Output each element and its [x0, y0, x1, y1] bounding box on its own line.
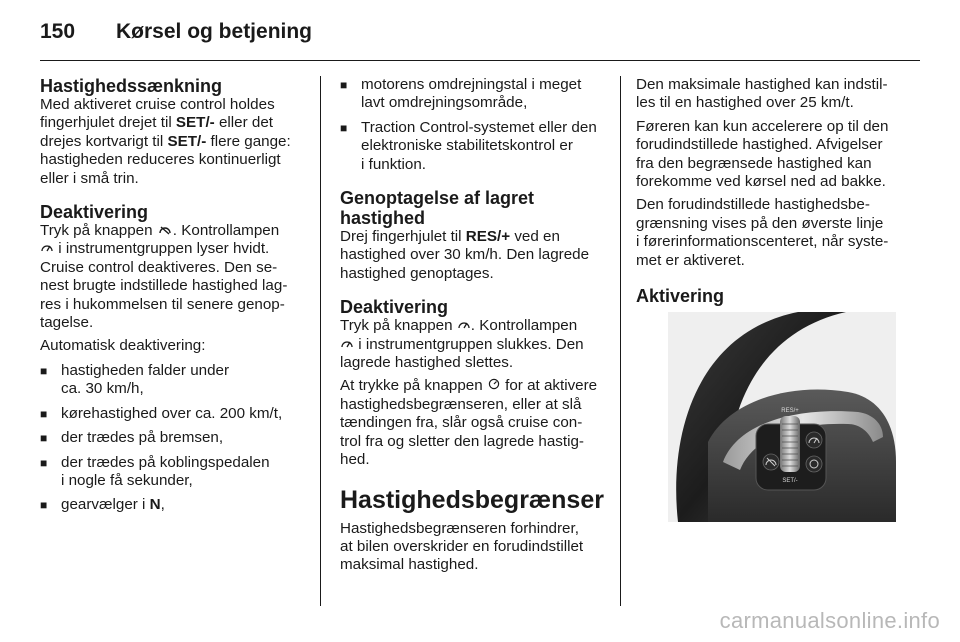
heading-hastighedssaenkning: Hastighedssænkning	[40, 76, 223, 96]
column-1	[40, 76, 306, 515]
list-item: ■ gearvælger i N,	[40, 496, 306, 514]
column-3	[636, 76, 902, 306]
header-rule	[40, 60, 920, 61]
page-header	[40, 14, 920, 62]
auto-deactivation-list	[40, 362, 306, 515]
paragraph-display: Den forudindstillede hastighedsbe- grænsning vises på den øverste linje i førerinformationscenteret, når syste- met er aktiveret.	[636, 196, 889, 269]
res-label: RES/+	[781, 408, 799, 414]
paragraph-accelerate: Føreren kan kun accelerere op til den forudindstillede hastighed. Afvigelser fra den begrænsede hastighed kan forekomme ved kørsel ned ad bakke.	[636, 117, 889, 191]
list-item: ■ der trædes på koblingspedalen i nogle få sekunder,	[40, 454, 306, 491]
paragraph-limiter-note: At trykke på knappen for at aktivere hastighedsbegrænseren, eller at slå tændingen fra, slår også cruise con- trol fra og sletter den lagrede hastig- hed.	[340, 377, 598, 469]
paragraph-genoptagelse: Drej fingerhjulet til RES/+ ved en hastighed over 30 km/h. Den lagrede hastighed genoptages.	[340, 228, 590, 282]
list-item: ■ motorens omdrejningstal i meget lavt omdrejningsområde,	[340, 76, 606, 113]
column-2	[340, 76, 606, 575]
heading-genoptagelse: Genoptagelse af lagret hastighed	[340, 188, 535, 229]
auto-deactivation-list-continued	[340, 76, 606, 174]
speed-limiter-icon	[487, 378, 501, 393]
watermark: carmanualsonline.info	[719, 608, 940, 633]
paragraph-deaktivering-2: Tryk på knappen . Kontrollampen i instrumentgruppen slukkes. Den lagrede hastighed slettes.	[340, 317, 584, 372]
chapter-title: Kørsel og betjening	[116, 20, 313, 43]
heading-hastighedsbegraenser: Hastighedsbegrænser	[340, 485, 604, 514]
page-number: 150	[40, 20, 76, 43]
steering-wheel-photo	[668, 312, 896, 522]
paragraph-deaktivering: Tryk på knappen . Kontrollampen i instrumentgruppen lyser hvidt. Cruise control deaktiveres. Den se- nest brugte indstillede hastighed lag- res i hukommelsen til senere genop- tagelse.	[40, 222, 288, 332]
paragraph-limiter-desc: Hastighedsbegrænseren forhindrer, at bilen overskrider en forudindstillet maksimal hastighed.	[340, 519, 584, 574]
set-label: SET/-	[782, 478, 798, 484]
cancel-button-icon	[157, 223, 173, 238]
column-divider-2	[620, 76, 621, 606]
heading-deaktivering: Deaktivering	[40, 202, 149, 223]
list-item: ■ Traction Control-systemet eller den elektroniske stabilitetskontrol er i funktion.	[340, 119, 606, 174]
paragraph-saenkning: Med aktiveret cruise control holdes fingerhjulet drejet til SET/- eller det drejes kortvarigt til SET/- flere gange: hastigheden reduceres kontinuerligt eller i små trin.	[40, 96, 291, 187]
paragraph-max-speed: Den maksimale hastighed kan indstil- les til en hastighed over 25 km/t.	[636, 76, 888, 112]
list-item: ■ der trædes på bremsen,	[40, 429, 306, 447]
column-divider-1	[320, 76, 321, 606]
cruise-control-icon	[340, 337, 354, 352]
paragraph-auto-deaktivering: Automatisk deaktivering:	[40, 337, 206, 355]
heading-deaktivering-2: Deaktivering	[340, 297, 449, 318]
list-item: ■ kørehastighed over ca. 200 km/t,	[40, 405, 306, 423]
heading-aktivering: Aktivering	[636, 286, 725, 307]
cruise-control-icon	[40, 241, 54, 256]
cruise-control-icon	[457, 318, 471, 333]
list-item: ■ hastigheden falder under ca. 30 km/h,	[40, 362, 306, 399]
